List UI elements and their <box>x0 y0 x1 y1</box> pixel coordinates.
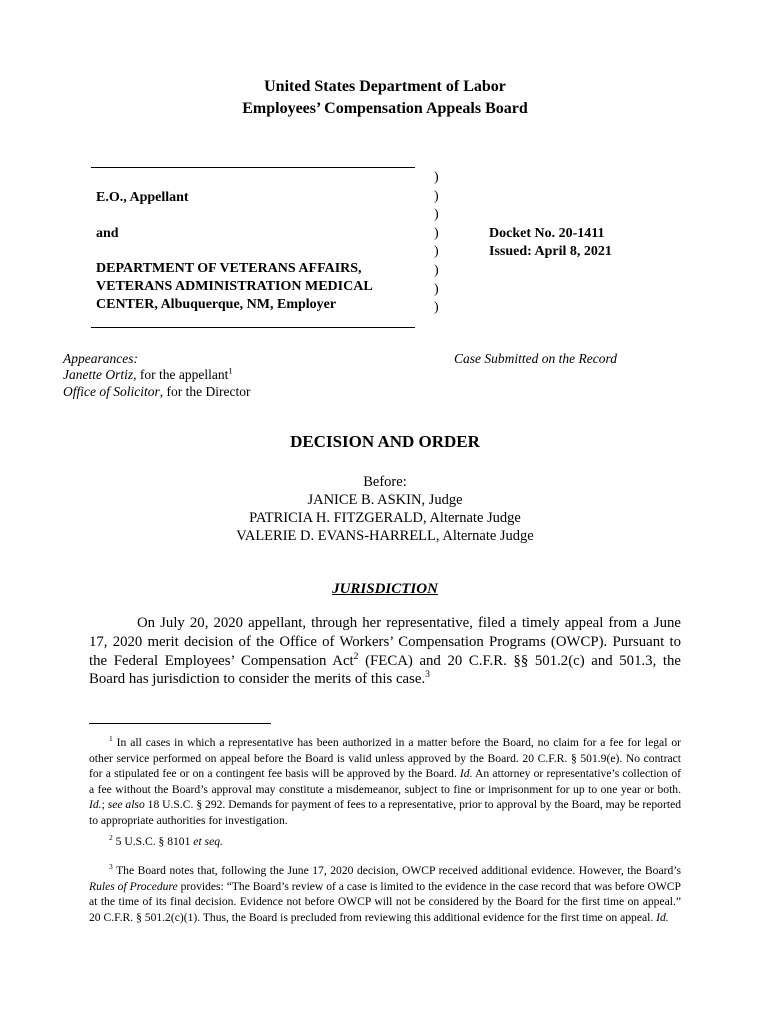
footnote-1 <box>89 735 681 828</box>
paren: ) <box>434 244 439 260</box>
appearances-heading: Appearances: <box>63 351 138 366</box>
caption-top-rule <box>91 167 415 168</box>
footnote-1-text: ; <box>101 798 108 811</box>
jurisdiction-text-b: (FECA) and 20 C.F.R. §§ 501.2(c) and 501.3, the Board has jurisdiction to consider the merits of this case. <box>89 652 681 688</box>
appellant-name: E.O., Appellant <box>96 190 189 205</box>
footnote-3-id-cite: Id. <box>656 910 669 924</box>
footnote-3-text: The Board notes that, following the June 17, 2020 decision, OWCP received additional evidence. However, the Board’s <box>112 864 681 877</box>
caption-and: and <box>96 226 119 241</box>
footnote-ref-3[interactable]: 3 <box>425 669 430 681</box>
solicitor-name: Office of Solicitor <box>63 384 160 399</box>
paren: ) <box>434 281 439 297</box>
footnote-1-see-also: see also <box>107 798 145 811</box>
footnote-2 <box>89 834 681 850</box>
employer-line-1: DEPARTMENT OF VETERANS AFFAIRS, <box>96 261 362 276</box>
footnote-ref-2[interactable]: 2 <box>353 650 359 662</box>
board-title: Employees’ Compensation Appeals Board <box>242 100 528 117</box>
footnote-1-text: In all cases in which a representative has been authorized in a matter before the Board, no claim for a fee for legal or other service performed on appeal before the Board is valid unless approved by the Board. 20 C.F.R. § 501.9(e). No contract for a stipulated fee or on a contingent fee basis will be approved by the Board. <box>89 736 681 780</box>
paren: ) <box>434 207 439 223</box>
footnote-2-et-seq: et seq. <box>193 835 223 848</box>
employer-line-2: VETERANS ADMINISTRATION MEDICAL <box>96 279 373 294</box>
footnote-3-rules-of-procedure: Rules of Procedure <box>89 879 178 893</box>
footnote-1-number: 1 <box>109 734 113 744</box>
footnote-1-text: An attorney or representative’s collection of a fee without the Board’s approval may constitute a misdemeanor, subject to fine or imprisonment for up to one year or both. <box>89 767 681 796</box>
footnote-separator <box>89 723 271 724</box>
paren: ) <box>434 188 439 204</box>
footnote-ref-1[interactable]: 1 <box>228 365 233 376</box>
representative-role: , for the appellant <box>133 367 229 382</box>
judge-1: JANICE B. ASKIN, Judge <box>307 492 463 508</box>
footnote-1-id-cite: Id. <box>89 798 102 811</box>
jurisdiction-heading: JURISDICTION <box>332 581 438 597</box>
footnote-3-text: provides: “The Board’s review of a case is limited to the evidence in the case record that was before OWCP at the time of its final decision. Evidence not before OWCP will not be considered by the Board for the first time on appeal.” 20 C.F.R. § 501.2(c)(1). Thus, the Board is precluded from reviewing this additional evidence for the first time on appeal. <box>89 879 681 924</box>
appellant-representative <box>63 366 233 384</box>
jurisdiction-paragraph <box>89 614 681 689</box>
paren: ) <box>434 225 439 241</box>
solicitor-role: , for the Director <box>159 384 251 399</box>
footnote-1-id-cite: Id. <box>459 767 473 780</box>
issued-date: Issued: April 8, 2021 <box>489 244 612 259</box>
footnote-3 <box>89 863 681 925</box>
caption-bottom-rule <box>91 327 415 328</box>
judge-3: VALERIE D. EVANS-HARRELL, Alternate Judge <box>236 528 534 544</box>
paren: ) <box>434 170 439 185</box>
footnote-2-number: 2 <box>109 833 113 843</box>
judge-2: PATRICIA H. FITZGERALD, Alternate Judge <box>249 510 521 526</box>
jurisdiction-text-a: On July 20, 2020 appellant, through her representative, filed a timely appeal from a June 17, 2020 merit decision of the Office of Workers’ Compensation Programs (OWCP). Pursuant to the Federal Employees’ Compensation Act <box>89 615 681 669</box>
representative-name: Janette Ortiz <box>63 367 134 382</box>
footnote-3-number: 3 <box>109 862 113 872</box>
agency-title: United States Department of Labor <box>264 78 506 95</box>
footnote-2-text: 5 U.S.C. § 8101 <box>112 835 194 848</box>
paren: ) <box>434 262 439 278</box>
caption-paren-column <box>434 169 444 318</box>
before-label: Before: <box>363 474 407 490</box>
paren: ) <box>434 300 439 316</box>
decision-title: DECISION AND ORDER <box>290 432 480 451</box>
director-representative <box>63 383 250 401</box>
footnote-1-text: 18 U.S.C. § 292. Demands for payment of fees to a representative, prior to approval by the Board, may be reported to appropriate authorities for investigation. <box>89 798 682 827</box>
docket-number: Docket No. 20-1411 <box>489 226 605 241</box>
case-submitted-note: Case Submitted on the Record <box>454 351 617 366</box>
employer-line-3: CENTER, Albuquerque, NM, Employer <box>96 297 337 312</box>
